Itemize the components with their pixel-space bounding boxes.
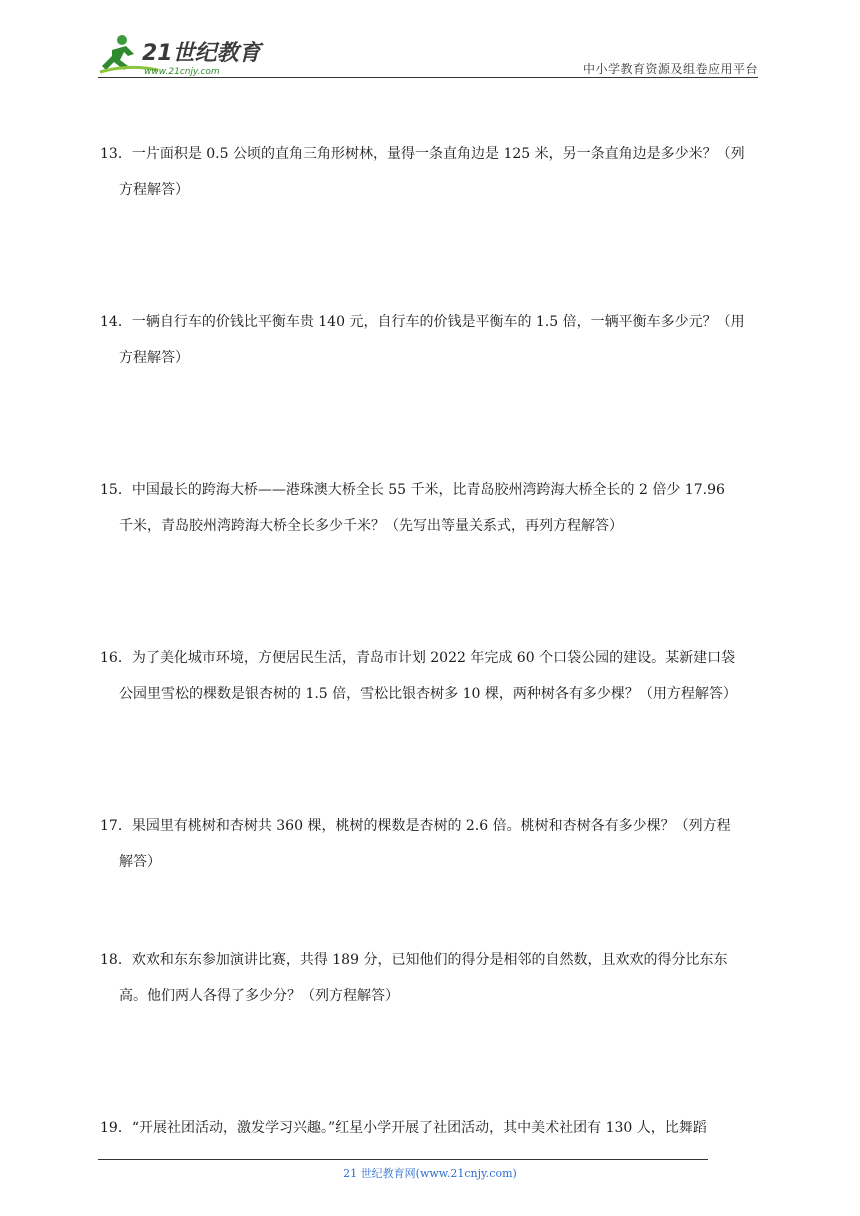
question-number: 18． [100,952,132,968]
page-header [98,30,758,78]
site-logo [98,30,268,78]
question-16 [100,640,765,712]
question-13 [100,136,765,208]
question-text-cont: 解答） [119,854,161,870]
question-18 [100,942,765,1014]
question-text: 一片面积是 0.5 公顷的直角三角形树林，量得一条直角边是 125 米，另一条直角边是多少米？（列 [131,146,745,162]
question-number: 19． [100,1120,132,1136]
question-text: 中国最长的跨海大桥——港珠澳大桥全长 55 千米，比青岛胶州湾跨海大桥全长的 2 倍少 17.96 [131,482,725,498]
question-number: 13． [100,146,132,162]
question-text-cont: 方程解答） [119,182,189,198]
question-number: 14． [100,314,132,330]
question-17 [100,808,765,880]
question-text-cont: 千米，青岛胶州湾跨海大桥全长多少千米？（先写出等量关系式，再列方程解答） [119,518,623,534]
question-number: 16． [100,650,132,666]
question-number: 15． [100,482,132,498]
footer-divider [98,1159,708,1160]
question-15 [100,472,765,544]
question-text-cont: 公园里雪松的棵数是银杏树的 1.5 倍，雪松比银杏树多 10 棵，两种树各有多少棵？（用方程解答） [119,686,737,702]
question-text-cont: 方程解答） [119,350,189,366]
question-text: 欢欢和东东参加演讲比赛，共得 189 分，已知他们的得分是相邻的自然数，且欢欢的得分比东东 [131,952,728,968]
question-text: 一辆自行车的价钱比平衡车贵 140 元，自行车的价钱是平衡车的 1.5 倍，一辆平衡车多少元？（用 [131,314,745,330]
platform-title: 中小学教育资源及组卷应用平台 [582,62,758,76]
question-text: 果园里有桃树和杏树共 360 棵，桃树的棵数是杏树的 2.6 倍。桃树和杏树各有多少棵？（列方程 [131,818,731,834]
question-14 [100,304,765,376]
svg-text:www.21cnjy.com: www.21cnjy.com [144,67,220,77]
question-number: 17． [100,818,132,834]
svg-text:21世纪教育: 21世纪教育 [142,41,261,66]
question-text: 为了美化城市环境，方便居民生活，青岛市计划 2022 年完成 60 个口袋公园的建设。某新建口袋 [131,650,736,666]
question-19 [100,1110,765,1146]
question-text-cont: 高。他们两人各得了多少分？（列方程解答） [119,988,399,1004]
question-text: “开展社团活动，激发学习兴趣。”红星小学开展了社团活动，其中美术社团有 130 人，比舞蹈 [131,1120,707,1136]
footer-text[interactable]: 21 世纪教育网(www.21cnjy.com) [343,1167,517,1180]
header-divider [98,77,758,78]
